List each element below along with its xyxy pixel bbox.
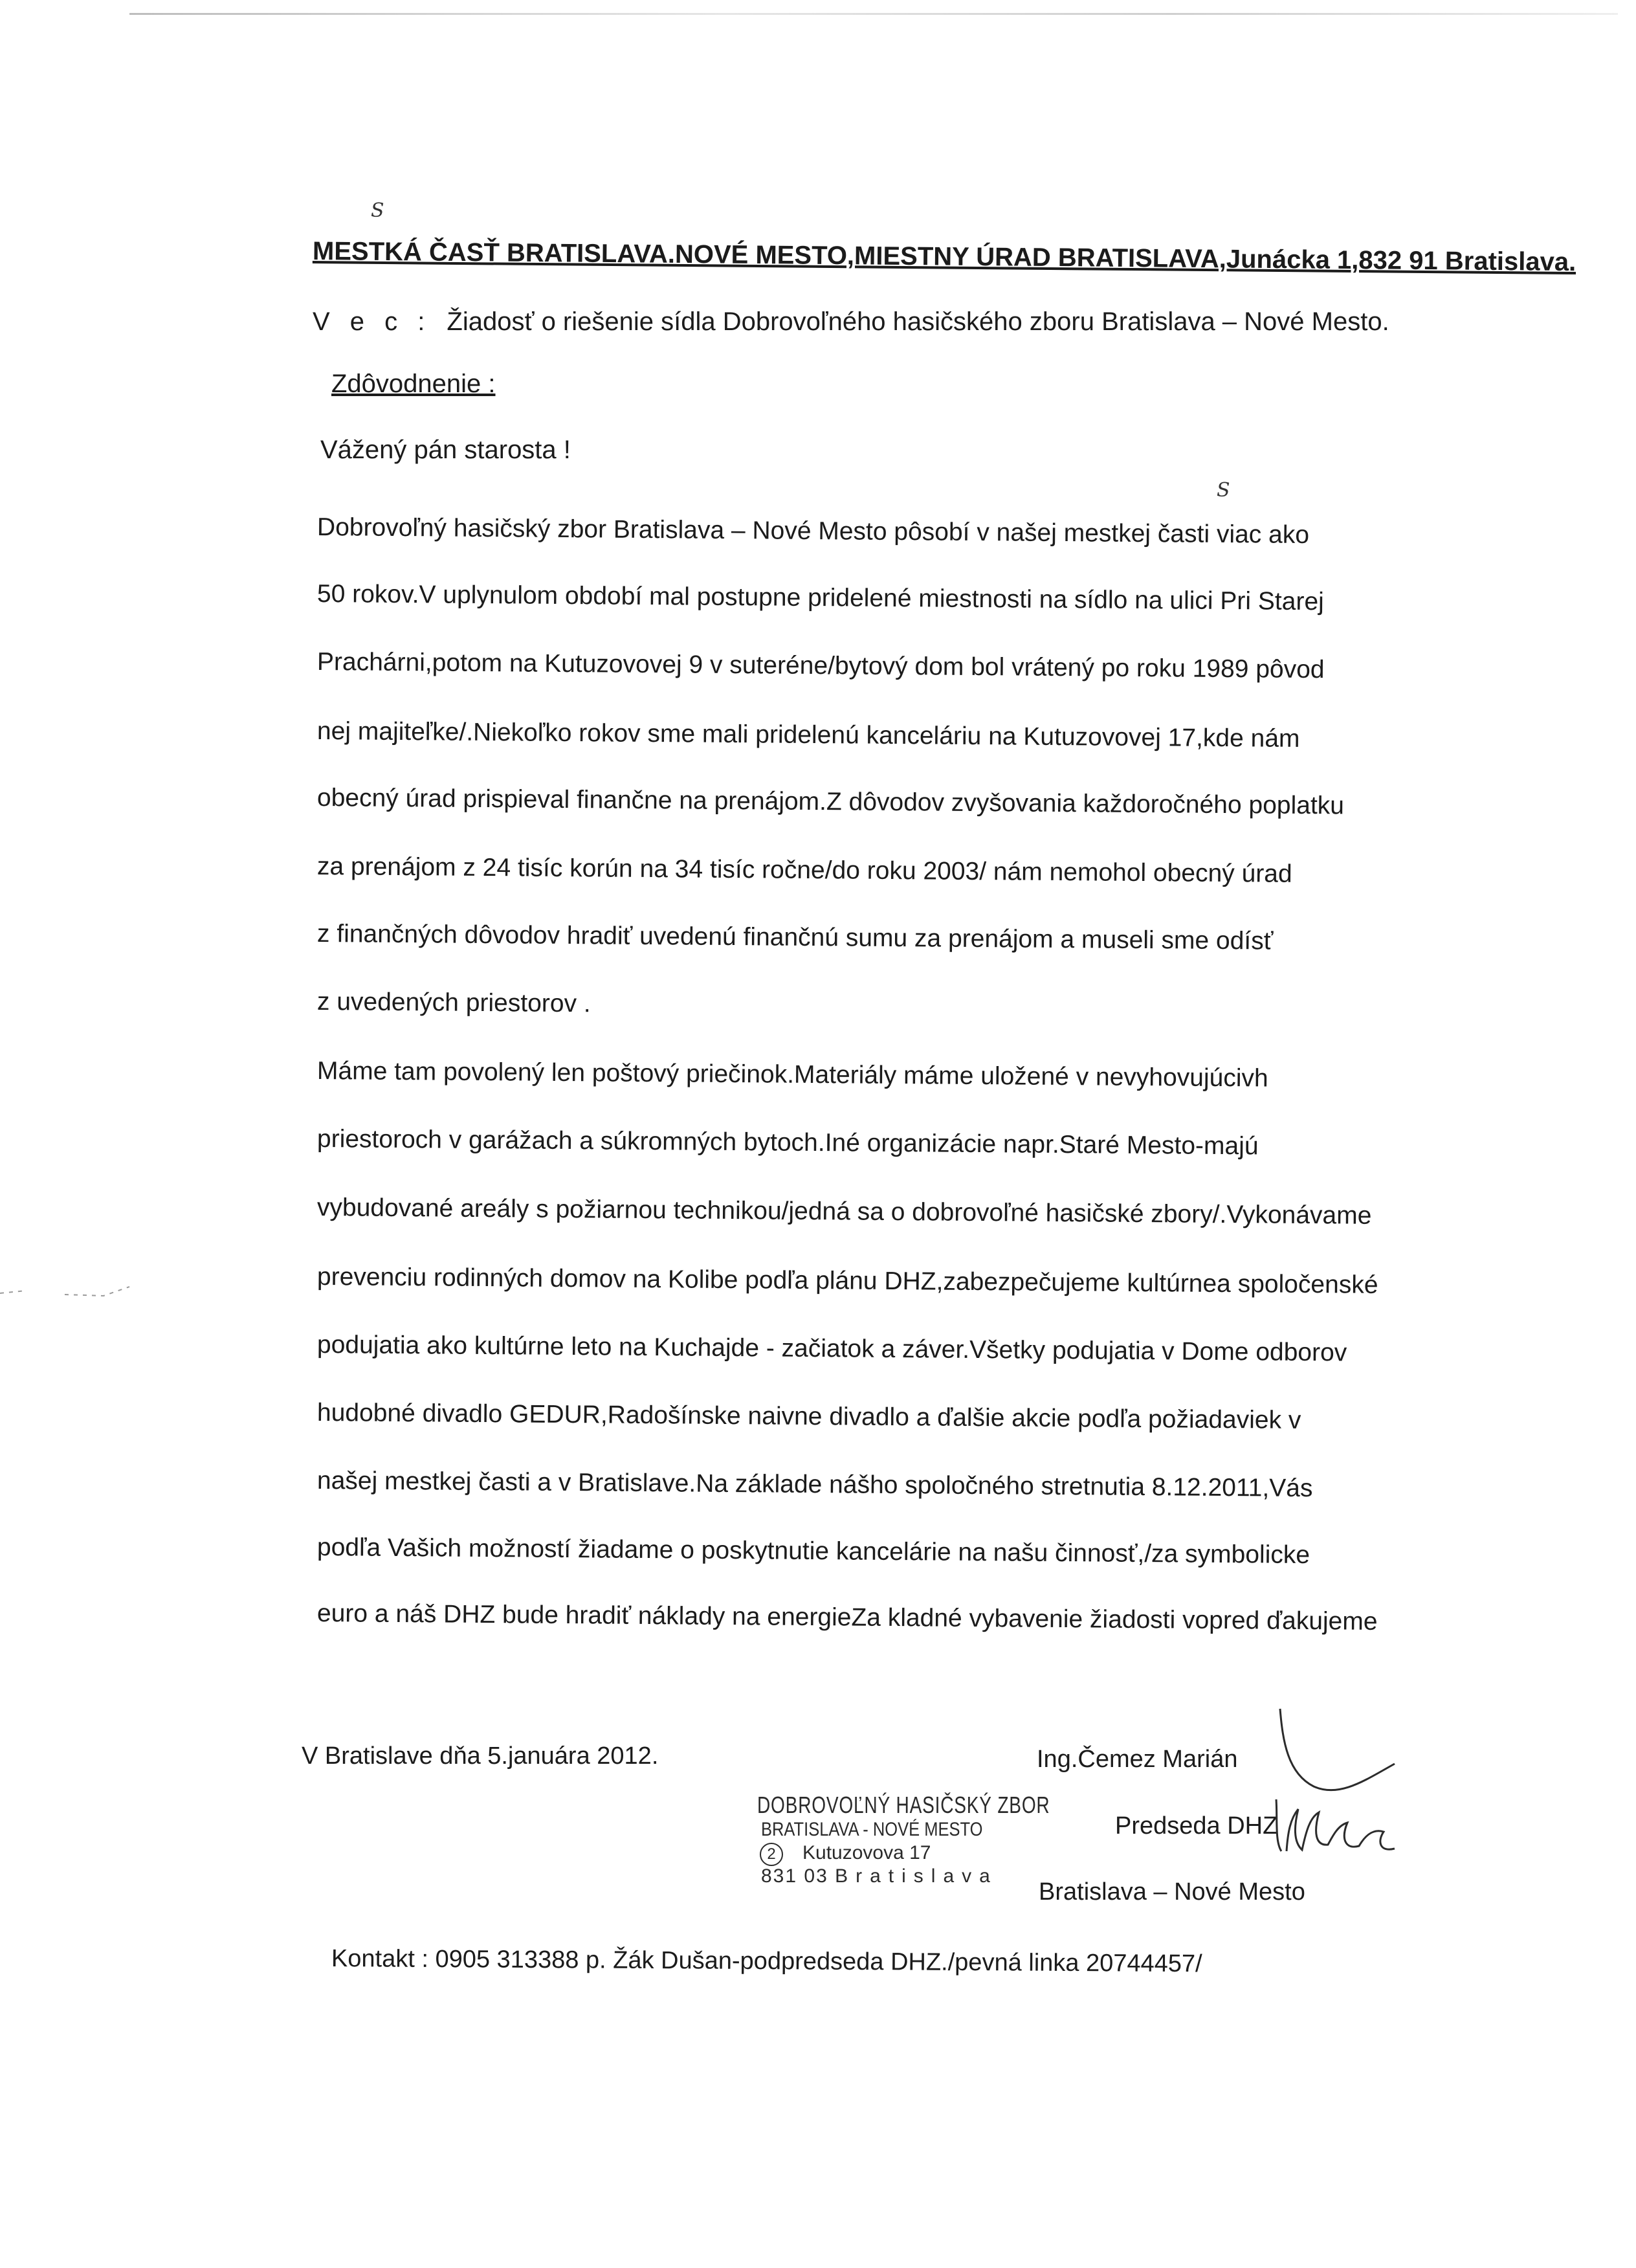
signatory-org: Bratislava – Nové Mesto <box>1039 1878 1305 1906</box>
handwritten-mark: S <box>371 199 384 222</box>
body-line: euro a náš DHZ bude hradiť náklady na energieZa kladné vybavenie žiadosti vopred ďakujeme <box>316 1599 1378 1636</box>
body-line: Prachárni,potom na Kutuzovovej 9 v suteréne/bytový dom bol vrátený po roku 1989 pôvod <box>316 648 1325 684</box>
subject-label: V e c : <box>313 307 432 336</box>
addressee-header: MESTKÁ ČASŤ BRATISLAVA.NOVÉ MESTO,MIESTNY ÚRAD BRATISLAVA,Junácka 1,832 91 Bratislava. <box>312 237 1576 277</box>
contact-line: Kontakt : 0905 313388 p. Žák Dušan-podpredseda DHZ./pevná linka 20744457/ <box>331 1945 1202 1978</box>
stamp-address <box>760 1842 931 1866</box>
signature-icon <box>1268 1702 1417 1864</box>
stamp-street: Kutuzovova 17 <box>802 1842 931 1863</box>
body-line: Máme tam povolený len poštový priečinok.Materiály máme uložené v nevyhovujúcivh <box>316 1057 1268 1093</box>
subject-text: Žiadosť o riešenie sídla Dobrovoľného hasičského zboru Bratislava – Nové Mesto. <box>447 307 1389 336</box>
body-line: podľa Vašich možností žiadame o poskytnutie kancelárie na našu činnosť,/za symbolicke <box>316 1533 1310 1570</box>
stamp-postal: 831 03 <box>761 1865 828 1887</box>
body-line: nej majiteľke/.Niekoľko rokov sme mali pridelenú kanceláriu na Kutuzovovej 17,kde nám <box>316 717 1300 753</box>
handwritten-mark: S <box>1217 479 1230 502</box>
body-line: podujatia ako kultúrne leto na Kuchajde - začiatok a záver.Všetky podujatia v Dome odborov <box>316 1331 1347 1367</box>
body-line: priestoroch v garážach a súkromných bytoch.Iné organizácie napr.Staré Mesto-majú <box>316 1125 1259 1161</box>
stamp-number: 2 <box>760 1843 783 1866</box>
date-line: V Bratislave dňa 5.januára 2012. <box>302 1742 659 1770</box>
body-line: našej mestkej časti a v Bratislave.Na základe nášho spoločného stretnutia 8.12.2011,Vás <box>316 1467 1313 1503</box>
signatory-role: Predseda DHZ <box>1115 1812 1278 1840</box>
body-line: z uvedených priestorov . <box>316 988 591 1018</box>
scan-artifact <box>0 1282 142 1307</box>
body-line: za prenájom z 24 tisíc korún na 34 tisíc ročne/do roku 2003/ nám nemohol obecný úrad <box>316 852 1292 888</box>
organization-stamp <box>757 1792 1145 1908</box>
greeting: Vážený pán starosta ! <box>320 436 571 464</box>
body-line: obecný úrad prispieval finančne na prenájom.Z dôvodov zvyšovania každoročného poplatku <box>316 784 1345 820</box>
body-line: Dobrovoľný hasičský zbor Bratislava – Nové Mesto pôsobí v našej mestkej časti viac ako <box>316 513 1310 550</box>
stamp-city: Bratislava <box>835 1865 998 1887</box>
justification-heading: Zdôvodnenie : <box>331 370 496 398</box>
stamp-org-name: DOBROVOĽNÝ HASIČSKÝ ZBOR <box>757 1792 1050 1818</box>
stamp-city-line <box>761 1865 998 1887</box>
stamp-district: BRATISLAVA - NOVÉ MESTO <box>761 1819 983 1840</box>
body-line: hudobné divadlo GEDUR,Radošínske naivne divadlo a ďalšie akcie podľa požiadaviek v <box>316 1399 1301 1434</box>
body-line: z finančných dôvodov hradiť uvedenú finančnú sumu za prenájom a museli sme odísť <box>316 920 1274 955</box>
subject-line <box>313 307 1389 337</box>
body-line: 50 rokov.V uplynulom období mal postupne pridelené miestnosti na sídlo na ulici Pri Starej <box>316 580 1324 616</box>
signatory-name: Ing.Čemez Marián <box>1037 1746 1238 1773</box>
body-line: prevenciu rodinných domov na Kolibe podľa plánu DHZ,zabezpečujeme kultúrnea spoločenské <box>316 1263 1378 1299</box>
body-line: vybudované areály s požiarnou technikou/jedná sa o dobrovoľné hasičské zbory/.Vykonávame <box>316 1194 1372 1230</box>
